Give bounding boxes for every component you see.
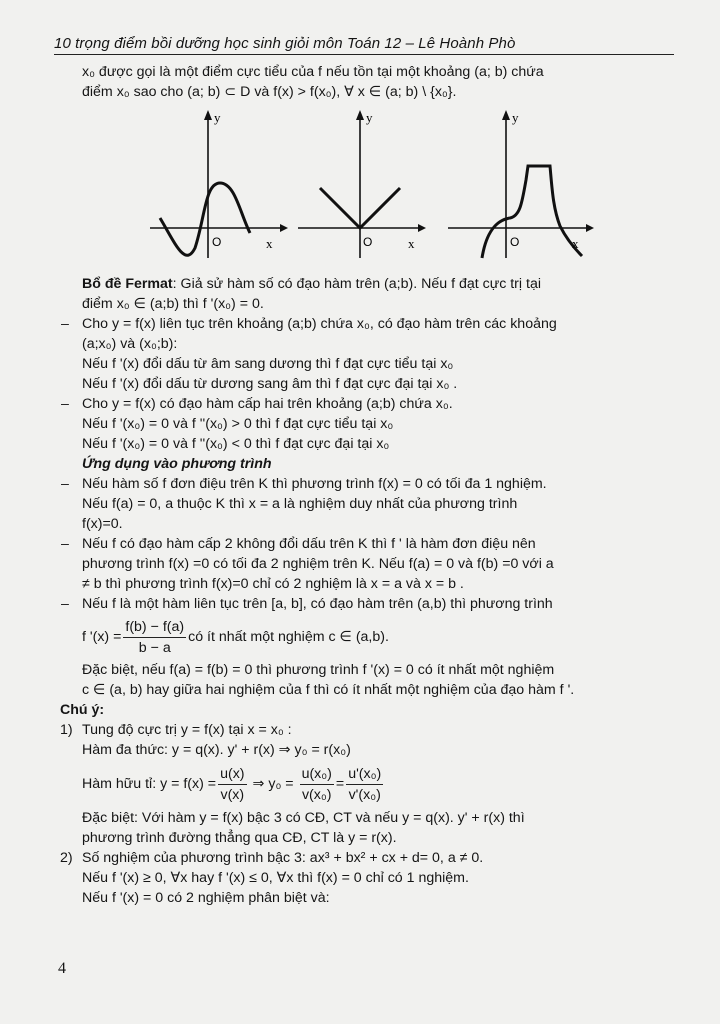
bullet-line: – Nếu hàm số f đơn điệu trên K thì phương trình f(x) = 0 có tối đa 1 nghiệm. [82, 476, 547, 492]
graph3-x-label: x [572, 236, 579, 251]
running-header [54, 35, 674, 55]
cubic-condition-2: Nếu f '(x) = 0 có 2 nghiệm phân biệt và: [82, 890, 330, 906]
graph1-x-label: x [266, 236, 273, 251]
note-line: Số nghiệm của phương trình bậc 3: ax³ + bx² + cx + d= 0, a ≠ 0. [82, 850, 484, 866]
note-item-2 [60, 848, 664, 908]
fraction-denominator: v(x₀) [301, 786, 332, 803]
lagrange-formula [82, 614, 664, 660]
fermat-title: Bổ đề Fermat [82, 276, 173, 292]
graph2-x-label: x [408, 236, 415, 251]
bullet-line: ≠ b thì phương trình f(x)=0 chỉ có 2 nghiệm là x = a và x = b . [82, 576, 464, 592]
fermat-text: : Giả sử hàm số có đạo hàm trên (a;b). Nếu f đạt cực trị tại [172, 276, 541, 292]
rational-fraction-1 [218, 764, 246, 805]
graph3-origin: O [510, 235, 520, 249]
lagrange-fraction [123, 617, 186, 658]
bullet-extremum-first-derivative [60, 314, 664, 394]
implies-text: ⇒ y₀ = [252, 776, 294, 792]
lagrange-numerator: f(b) − f(a) [123, 617, 186, 638]
bullet-monotonic [60, 474, 664, 534]
special-line-1: Đặc biệt, nếu f(a) = f(b) = 0 thì phương trình f '(x) = 0 có ít nhất một nghiệm [82, 662, 555, 678]
extremum-graphs [60, 108, 664, 268]
bullet-line: Nếu f(a) = 0, a thuộc K thì x = a là nghiệm duy nhất của phương trình [82, 496, 518, 512]
fermat-line-2: điểm x₀ ∈ (a;b) thì f '(x₀) = 0. [82, 296, 264, 312]
lagrange-denominator: b − a [138, 639, 171, 656]
bullet-extremum-second-derivative [60, 394, 664, 454]
bullet-line: – Cho y = f(x) liên tục trên khoảng (a;b) chứa x₀, có đạo hàm trên các khoảng [82, 316, 557, 332]
bullet-line: – Cho y = f(x) có đạo hàm cấp hai trên khoảng (a;b) chứa x₀. [82, 396, 453, 412]
fraction-denominator: v'(x₀) [348, 786, 381, 803]
fraction-numerator: u(x) [218, 764, 246, 785]
polynomial-line: Hàm đa thức: y = q(x). y' + r(x) ⇒ y₀ = r(x₀) [82, 742, 351, 758]
fraction-numerator: u'(x₀) [346, 764, 383, 785]
note-number: 2) [60, 850, 73, 866]
bullet-line: Nếu f '(x₀) = 0 và f ''(x₀) > 0 thì f đạt cực tiểu tại x₀ [82, 416, 394, 432]
bullet-line: – Nếu f có đạo hàm cấp 2 không đổi dấu trên K thì f ' là hàm đơn điệu nên [82, 536, 536, 552]
rational-fraction-2 [300, 764, 334, 805]
rational-label: Hàm hữu tỉ: y = f(x) = [82, 776, 217, 792]
chu-y-heading: Chú ý: [60, 702, 105, 718]
graph2-y-label: y [366, 110, 373, 125]
page-number: 4 [58, 960, 66, 977]
note-number: 1) [60, 722, 73, 738]
graph3-y-label: y [512, 110, 519, 125]
note-line: Tung độ cực trị y = f(x) tại x = x₀ : [82, 722, 292, 738]
fermat-line-1 [60, 274, 664, 294]
bullet-line: (a;x₀) và (x₀;b): [82, 336, 178, 352]
note-item-1 [60, 720, 664, 848]
rational-formula [82, 760, 664, 808]
equals-sign: = [335, 776, 345, 792]
special-line-2: c ∈ (a, b) hay giữa hai nghiệm của f thì có ít nhất một nghiệm của đạo hàm f '. [82, 682, 575, 698]
bullet-line: Nếu f '(x) đổi dấu từ dương sang âm thì f đạt cực đại tại x₀ . [82, 376, 458, 392]
intro-line-1: x₀ được gọi là một điểm cực tiểu của f nếu tồn tại một khoảng (a; b) chứa [82, 64, 544, 80]
bullet-line: Nếu f '(x₀) = 0 và f ''(x₀) < 0 thì f đạt cực đại tại x₀ [82, 436, 390, 452]
cubic-special-line-2: phương trình đường thẳng qua CĐ, CT là y = r(x). [82, 830, 397, 846]
bullet-line: f(x)=0. [82, 516, 123, 532]
graph1-y-label: y [214, 110, 221, 125]
bullet-line: phương trình f(x) =0 có tối đa 2 nghiệm trên K. Nếu f(a) = 0 và f(b) =0 với a [82, 556, 554, 572]
graph2-origin: O [363, 235, 373, 249]
lagrange-line: – Nếu f là một hàm liên tục trên [a, b], có đạo hàm trên (a,b) thì phương trình [82, 596, 553, 612]
page-body [60, 62, 664, 908]
graph-abs [298, 108, 428, 268]
bullet-line: Nếu f '(x) đổi dấu từ âm sang dương thì f đạt cực tiểu tại x₀ [82, 356, 454, 372]
section-heading-ung-dung: Ứng dụng vào phương trình [82, 456, 272, 472]
fraction-numerator: u(x₀) [300, 764, 334, 785]
rational-fraction-3 [346, 764, 383, 805]
bullet-second-derivative-sign [60, 534, 664, 594]
graph1-origin: O [212, 235, 222, 249]
graph-cubic [150, 108, 290, 268]
fraction-denominator: v(x) [220, 786, 245, 803]
cubic-special-line-1: Đặc biệt: Với hàm y = f(x) bậc 3 có CĐ, CT và nếu y = q(x). y' + r(x) thì [82, 810, 525, 826]
intro-line-2: điểm x₀ sao cho (a; b) ⊂ D và f(x) > f(x₀), ∀ x ∈ (a; b) \ {x₀}. [82, 84, 457, 100]
header-title: 10 trọng điểm bồi dưỡng học sinh giỏi môn Toán 12 – Lê Hoành Phò [54, 35, 516, 52]
cubic-condition-1: Nếu f '(x) ≥ 0, ∀x hay f '(x) ≤ 0, ∀x thì f(x) = 0 chỉ có 1 nghiệm. [82, 870, 469, 886]
bullet-lagrange [60, 594, 664, 700]
lagrange-rhs: có ít nhất một nghiệm c ∈ (a,b). [188, 629, 389, 645]
graph-plateau [448, 108, 598, 268]
lagrange-lhs: f '(x) = [82, 629, 122, 645]
